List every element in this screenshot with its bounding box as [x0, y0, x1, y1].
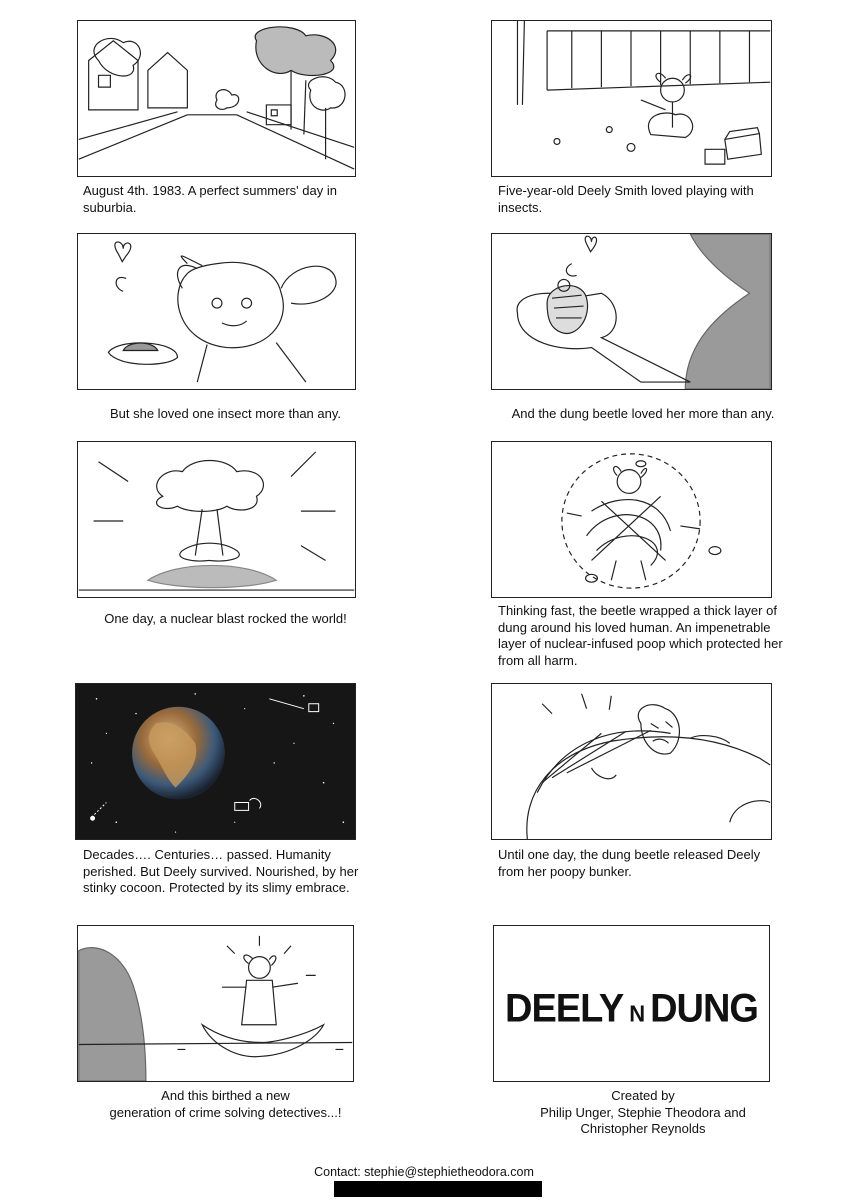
panel-title-logo: [493, 925, 770, 1082]
caption-panel-5: One day, a nuclear blast rocked the world!: [104, 611, 347, 626]
panel-suburbia: [77, 20, 356, 177]
release-sketch: [492, 684, 771, 839]
credits-line2: Philip Unger, Stephie Theodora and: [540, 1104, 746, 1120]
caption-panel-1: August 4th. 1983. A perfect summers' day in suburbia.: [83, 183, 337, 215]
redaction-bar: [334, 1181, 542, 1197]
earth-space-image: [76, 684, 355, 839]
caption-panel-4: And the dung beetle loved her more than any.: [511, 406, 775, 421]
beetle-hand-sketch: [492, 234, 771, 389]
dung-cocoon-sketch: [492, 442, 771, 597]
caption-panel-9-line1: And this birthed a new: [161, 1088, 290, 1103]
deely-closeup-sketch: [78, 234, 355, 389]
panel-release: [491, 683, 772, 840]
nuclear-blast-sketch: [78, 442, 355, 597]
credits-line1: Created by: [611, 1088, 675, 1103]
contact-line: Contact: stephie@stephietheodora.com: [314, 1165, 534, 1179]
caption-panel-3: But she loved one insect more than any.: [109, 406, 341, 421]
caption-panel-9-line2: generation of crime solving detectives...!: [109, 1104, 342, 1120]
panel-dung-cocoon: [491, 441, 772, 598]
suburbia-sketch: [78, 21, 355, 176]
panel-detective-birth: [77, 925, 354, 1082]
caption-panel-7: Decades…. Centuries… passed. Humanity perished. But Deely survived. Nourished, by her stinky cocoon. Protected by its slimy embrace.: [83, 847, 359, 895]
panel-beetle-hand: [491, 233, 772, 390]
panel-earth-space: [75, 683, 356, 840]
deely-insects-sketch: [492, 21, 771, 176]
caption-panel-8: Until one day, the dung beetle released Deely from her poopy bunker.: [498, 847, 761, 879]
panel-nuclear-blast: [77, 441, 356, 598]
credits-line3: Christopher Reynolds: [580, 1121, 706, 1136]
caption-credits: [498, 1088, 788, 1138]
deely-n-dung-logo: [494, 987, 769, 1032]
detective-birth-sketch: [78, 926, 353, 1081]
caption-panel-6: Thinking fast, the beetle wrapped a thick layer of dung around his loved human. An impenetrable layer of nuclear-infused poop which protected her from all harm.: [498, 603, 783, 668]
panel-deely-insects: [491, 20, 772, 177]
logo-part-deely: DEELY: [505, 986, 624, 1032]
caption-panel-2: Five-year-old Deely Smith loved playing with insects.: [498, 183, 754, 215]
logo-part-n: N: [629, 1000, 645, 1027]
caption-panel-9: [83, 1088, 368, 1121]
panel-deely-closeup: [77, 233, 356, 390]
logo-part-dung: DUNG: [650, 986, 758, 1032]
